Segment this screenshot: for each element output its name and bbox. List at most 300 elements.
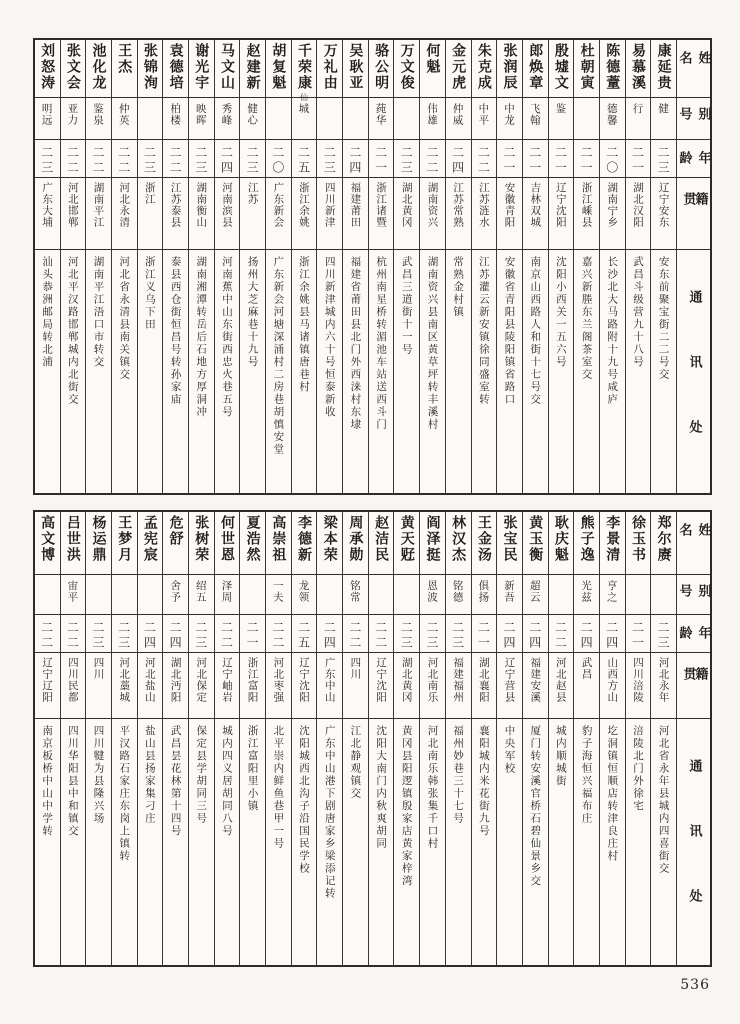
person-origin: 辽宁沈阳 — [554, 182, 567, 228]
person-address: 泰县西仓街恒昌号转孙家庙 — [169, 256, 182, 406]
entry-origin — [523, 652, 548, 718]
person-age: 二三 — [193, 146, 208, 176]
entry-age — [446, 139, 471, 177]
person-alias: 秀峰 — [220, 103, 233, 126]
person-name: 千荣康 — [296, 43, 313, 91]
entry-alias — [215, 97, 240, 139]
person-name: 马文山 — [218, 43, 235, 91]
entry-origin — [163, 652, 188, 718]
entry-name — [523, 40, 548, 97]
entry-address — [446, 718, 471, 965]
entry-age — [523, 614, 548, 652]
entry-column — [496, 512, 522, 965]
person-origin: 河南滨县 — [220, 182, 233, 228]
person-origin: 福建安溪 — [529, 657, 542, 703]
person-origin: 江苏 — [246, 182, 259, 205]
person-name: 谢光宇 — [193, 43, 210, 91]
entry-age — [266, 614, 291, 652]
person-origin: 浙江余姚 — [298, 182, 311, 228]
person-alias: 泽周 — [220, 580, 233, 603]
entry-name — [189, 40, 214, 97]
entry-address — [472, 718, 497, 965]
person-origin: 广东新会 — [272, 182, 285, 228]
entry-name — [266, 40, 291, 97]
person-address: 城内四义居胡同八号 — [220, 725, 233, 838]
entry-age — [343, 614, 368, 652]
person-age: 二二 — [347, 621, 362, 651]
entry-address — [600, 249, 625, 493]
entry-origin — [317, 652, 342, 718]
entry-column — [35, 512, 60, 965]
person-origin: 四川民都 — [66, 657, 79, 703]
entry-column — [239, 512, 265, 965]
person-origin: 河北永年 — [657, 657, 670, 703]
entry-column — [265, 40, 291, 493]
entry-address — [317, 249, 342, 493]
person-name: 李德新 — [296, 515, 313, 563]
entry-name — [549, 40, 574, 97]
person-name: 刘怒涛 — [39, 43, 56, 91]
entry-origin — [215, 177, 240, 249]
header-age-label: 年龄 — [676, 151, 711, 168]
person-age: 二二 — [65, 621, 80, 651]
entry-origin — [138, 652, 163, 718]
person-origin: 福建莆田 — [349, 182, 362, 228]
entry-alias — [600, 97, 625, 139]
person-age: 二四 — [168, 621, 183, 651]
entry-age — [189, 614, 214, 652]
person-address: 扬州大芝麻巷十九号 — [246, 256, 259, 369]
entry-address — [112, 718, 137, 965]
entry-age — [394, 139, 419, 177]
header-name-label: 姓名 — [676, 523, 711, 550]
entry-name — [626, 40, 651, 97]
entry-age — [138, 614, 163, 652]
entry-alias — [266, 97, 291, 139]
person-age: 二一 — [373, 146, 388, 176]
person-address: 沈阳城西北沟子沿国民学校 — [298, 725, 311, 875]
person-alias: 明远 — [40, 103, 53, 126]
entry-name — [86, 512, 111, 574]
entry-alias — [317, 574, 342, 614]
entry-age — [472, 139, 497, 177]
entry-name — [240, 40, 265, 97]
entry-column — [214, 40, 240, 493]
person-origin: 四川 — [92, 657, 105, 680]
header-name-label: 姓名 — [676, 51, 711, 78]
entry-name — [343, 512, 368, 574]
entry-column — [85, 40, 111, 493]
person-age: 二四 — [142, 621, 157, 651]
entry-age — [446, 614, 471, 652]
entry-age — [343, 139, 368, 177]
person-name: 熊子逸 — [578, 515, 595, 563]
entry-origin — [446, 652, 471, 718]
person-age: 二三 — [424, 621, 439, 651]
header-origin — [677, 652, 710, 718]
entry-name — [600, 512, 625, 574]
entry-name — [574, 40, 599, 97]
entry-address — [61, 249, 86, 493]
entry-column — [573, 40, 599, 493]
person-age: 二四 — [579, 621, 594, 651]
person-alias: 伟雄 — [425, 103, 438, 126]
entry-address — [240, 718, 265, 965]
entry-column — [650, 512, 676, 965]
entry-alias — [626, 574, 651, 614]
person-address: 浙江义乌下田 — [143, 256, 156, 331]
entry-alias — [86, 574, 111, 614]
person-age: 二一 — [245, 621, 260, 651]
entry-address — [86, 718, 111, 965]
entry-name — [138, 512, 163, 574]
person-origin: 河北永清 — [118, 182, 131, 228]
entry-column — [548, 40, 574, 493]
person-address: 盐山县扬家集刁庄 — [143, 725, 156, 825]
entry-name — [35, 512, 60, 574]
entry-column — [162, 40, 188, 493]
entry-alias — [600, 574, 625, 614]
person-age: 二一 — [502, 146, 517, 176]
person-origin: 江苏涟水 — [477, 182, 490, 228]
person-address: 武昌昙花林第十四号 — [169, 725, 182, 838]
person-origin: 湖南平江 — [92, 182, 105, 228]
entry-name — [497, 512, 522, 574]
person-address: 湖南资兴县南区黄草坪转丰溪村 — [426, 256, 439, 431]
entry-age — [394, 614, 419, 652]
person-origin: 辽宁辽阳 — [41, 657, 54, 703]
person-alias: 鉴泉 — [92, 103, 105, 126]
entry-alias — [343, 97, 368, 139]
person-origin: 河北赵县 — [554, 657, 567, 703]
entry-alias — [446, 574, 471, 614]
person-age: 二二 — [39, 621, 54, 651]
person-origin: 广东中山 — [323, 657, 336, 703]
entry-alias — [394, 574, 419, 614]
entry-alias — [497, 97, 522, 139]
entry-address — [574, 249, 599, 493]
entry-age — [523, 139, 548, 177]
entry-origin — [317, 177, 342, 249]
person-alias: 铭常 — [348, 580, 361, 603]
entry-origin — [86, 177, 111, 249]
header-origin — [677, 177, 710, 249]
directory-table-bottom — [33, 510, 712, 967]
entry-age — [600, 614, 625, 652]
person-address: 厦门转安溪官桥石碧仙景乡交 — [529, 725, 542, 888]
person-age: 二二 — [373, 621, 388, 651]
entry-address — [86, 249, 111, 493]
person-name: 夏浩然 — [244, 515, 261, 563]
person-origin: 江苏常熟 — [452, 182, 465, 228]
entry-age — [317, 139, 342, 177]
person-name: 殷墟文 — [552, 43, 569, 91]
person-address: 城内顺城街 — [554, 725, 567, 788]
person-name: 赵建新 — [244, 43, 261, 91]
entry-column — [548, 512, 574, 965]
person-address: 河北省永清县南关镇交 — [118, 256, 131, 381]
entry-address — [420, 718, 445, 965]
person-name: 周承勋 — [347, 515, 364, 563]
entry-column — [471, 40, 497, 493]
person-alias: 飞翰 — [528, 103, 541, 126]
entry-address — [497, 718, 522, 965]
entry-origin — [651, 177, 676, 249]
entry-column — [573, 512, 599, 965]
person-age: 二一 — [527, 146, 542, 176]
entry-column — [342, 40, 368, 493]
entry-origin — [549, 652, 574, 718]
person-origin: 河北南乐 — [426, 657, 439, 703]
person-name: 徐玉书 — [629, 515, 646, 563]
person-name: 万文俊 — [398, 43, 415, 91]
entry-age — [651, 614, 676, 652]
person-age: 二三 — [116, 621, 131, 651]
entry-column — [35, 40, 60, 493]
entry-origin — [240, 652, 265, 718]
entry-name — [394, 40, 419, 97]
person-address: 圪洞镇恒顺店转津良庄村 — [606, 725, 619, 863]
entry-age — [86, 139, 111, 177]
person-alias: 宙平 — [66, 580, 79, 603]
entry-alias — [112, 574, 137, 614]
person-age: 二二 — [424, 146, 439, 176]
entry-origin — [343, 177, 368, 249]
entry-alias — [523, 97, 548, 139]
person-alias: 俱扬 — [477, 580, 490, 603]
entry-address — [369, 718, 394, 965]
entry-origin — [240, 177, 265, 249]
person-address: 平汉路石家庄东岗上镇转 — [118, 725, 131, 863]
entry-alias — [343, 574, 368, 614]
person-age: 二三 — [399, 146, 414, 176]
person-age: 二二 — [270, 621, 285, 651]
entry-alias — [574, 574, 599, 614]
entry-address — [523, 718, 548, 965]
person-age: 二四 — [322, 621, 337, 651]
person-origin: 湖北黄冈 — [400, 657, 413, 703]
entry-column — [111, 512, 137, 965]
person-name: 骆公明 — [373, 43, 390, 91]
entry-origin — [549, 177, 574, 249]
entry-age — [215, 614, 240, 652]
page-number: 536 — [680, 977, 710, 993]
entry-origin — [574, 177, 599, 249]
person-alias: 健心 — [246, 103, 259, 126]
person-name: 张宝民 — [501, 515, 518, 563]
entry-alias — [420, 97, 445, 139]
entry-alias — [266, 574, 291, 614]
entry-address — [163, 249, 188, 493]
person-age: 二三 — [450, 621, 465, 651]
entry-name — [369, 40, 394, 97]
person-age: 二一 — [476, 621, 491, 651]
entry-name — [394, 512, 419, 574]
person-address: 安徽省青阳县陵阳镇省路口 — [503, 256, 516, 406]
entry-age — [163, 614, 188, 652]
person-age: 二三 — [656, 621, 671, 651]
person-age: 二四 — [219, 146, 234, 176]
entry-column — [625, 40, 651, 493]
entry-alias — [394, 97, 419, 139]
entry-origin — [394, 177, 419, 249]
person-alias: 映晖 — [194, 103, 207, 126]
person-address: 长沙北大马路附十九号咸庐 — [606, 256, 619, 406]
entry-age — [61, 614, 86, 652]
person-address: 浙江余姚县马诸镇唐巷村 — [298, 256, 311, 394]
person-name: 林汉杰 — [450, 515, 467, 563]
person-address: 河北南乐韩张集千口村 — [426, 725, 439, 850]
entry-name — [317, 40, 342, 97]
entry-name — [163, 40, 188, 97]
entry-alias — [574, 97, 599, 139]
entry-age — [292, 614, 317, 652]
entry-alias — [369, 97, 394, 139]
person-alias: 德馨 — [605, 103, 618, 126]
person-name: 郑尔赓 — [655, 515, 672, 563]
entry-alias — [138, 97, 163, 139]
entry-age — [600, 139, 625, 177]
entry-alias — [86, 97, 111, 139]
person-origin: 辽宁岫岩 — [220, 657, 233, 703]
person-origin: 广东大埔 — [41, 182, 54, 228]
person-origin: 福建福州 — [452, 657, 465, 703]
entry-column — [445, 40, 471, 493]
person-name: 高崇祖 — [270, 515, 287, 563]
person-alias: 柏楼 — [169, 103, 182, 126]
entry-address — [61, 718, 86, 965]
entry-age — [112, 614, 137, 652]
entry-address — [292, 249, 317, 493]
person-address: 中央军校 — [503, 725, 516, 775]
entry-age — [189, 139, 214, 177]
person-address: 杭州南星桥转湄池车站送西斗门 — [375, 256, 388, 431]
entry-name — [343, 40, 368, 97]
person-address: 汕头恭洲邮局转北浦 — [41, 256, 54, 369]
person-alias: 新吾 — [503, 580, 516, 603]
person-name: 黄天觃 — [398, 515, 415, 563]
person-age: 二二 — [476, 146, 491, 176]
entry-address — [394, 718, 419, 965]
person-name: 王梦月 — [116, 515, 133, 563]
person-alias: 龙领 — [297, 580, 310, 603]
person-address: 南京板桥中山中学转 — [41, 725, 54, 838]
entry-name — [112, 512, 137, 574]
person-age: 二一 — [579, 146, 594, 176]
entry-alias — [523, 574, 548, 614]
person-age: 二四 — [347, 146, 362, 176]
entry-column — [239, 40, 265, 493]
person-address: 浙江富阳里小镇 — [246, 725, 259, 813]
entry-name — [35, 40, 60, 97]
entry-address — [189, 718, 214, 965]
entry-column — [162, 512, 188, 965]
entry-age — [497, 614, 522, 652]
person-age: 二五 — [296, 146, 311, 176]
person-name: 孟宪宸 — [141, 515, 158, 563]
entry-origin — [369, 652, 394, 718]
entry-age — [86, 614, 111, 652]
person-name: 梁本荣 — [321, 515, 338, 563]
entry-age — [549, 139, 574, 177]
entry-address — [35, 718, 60, 965]
entry-origin — [112, 177, 137, 249]
person-address: 涪陵北门外徐宅 — [631, 725, 644, 813]
entry-age — [138, 139, 163, 177]
entry-origin — [420, 652, 445, 718]
person-age: 二三 — [91, 621, 106, 651]
entry-age — [112, 139, 137, 177]
person-origin: 湖北沔阳 — [169, 657, 182, 703]
person-age: 二三 — [399, 621, 414, 651]
entry-origin — [189, 177, 214, 249]
entry-age — [420, 614, 445, 652]
person-address: 武昌斗级营九十八号 — [631, 256, 644, 369]
person-name: 康延贵 — [655, 43, 672, 91]
person-address: 南京山西路人和街十七号交 — [529, 256, 542, 406]
person-name: 危舒 — [167, 515, 184, 547]
person-alias: 健 — [657, 103, 670, 115]
entry-origin — [600, 652, 625, 718]
person-origin: 湖南衡山 — [195, 182, 208, 228]
person-name: 黄玉衡 — [527, 515, 544, 563]
person-origin: 四川新津 — [323, 182, 336, 228]
entry-address — [651, 249, 676, 493]
person-name: 高文博 — [39, 515, 56, 563]
entry-name — [420, 40, 445, 97]
person-address: 保定县学胡同三号 — [195, 725, 208, 825]
person-alias: 光兹 — [580, 580, 593, 603]
person-age: 二二 — [219, 621, 234, 651]
entry-alias — [549, 574, 574, 614]
entry-name — [497, 40, 522, 97]
header-address-label: 通讯处 — [686, 759, 702, 954]
entry-origin — [292, 652, 317, 718]
person-alias: 中龙 — [503, 103, 516, 126]
entry-age — [163, 139, 188, 177]
entry-age — [35, 614, 60, 652]
entry-age — [35, 139, 60, 177]
person-address: 安东前聚宝街二二号交 — [657, 256, 670, 381]
person-origin: 辽宁沈阳 — [375, 657, 388, 703]
person-origin: 湖北襄阳 — [477, 657, 490, 703]
person-name: 何世恩 — [218, 515, 235, 563]
entry-age — [240, 139, 265, 177]
entry-name — [215, 40, 240, 97]
person-name: 池化龙 — [90, 43, 107, 91]
entry-column — [137, 40, 163, 493]
person-address: 北平崇内鲜鱼巷甲一号 — [272, 725, 285, 850]
entry-column — [522, 40, 548, 493]
entry-name — [651, 40, 676, 97]
entry-age — [651, 139, 676, 177]
person-origin: 浙江 — [143, 182, 156, 205]
entry-alias — [472, 97, 497, 139]
person-origin: 浙江诸暨 — [375, 182, 388, 228]
person-alias: 亚力 — [66, 103, 79, 126]
entry-age — [317, 614, 342, 652]
entry-origin — [163, 177, 188, 249]
entry-age — [369, 614, 394, 652]
person-address: 湖南平江浯口市转交 — [92, 256, 105, 369]
entry-alias — [163, 97, 188, 139]
entry-name — [292, 512, 317, 574]
person-origin: 山西方山 — [606, 657, 619, 703]
header-origin-label: 籍贯 — [680, 192, 708, 223]
entry-address — [523, 249, 548, 493]
person-origin: 河北保定 — [195, 657, 208, 703]
entry-origin — [446, 177, 471, 249]
